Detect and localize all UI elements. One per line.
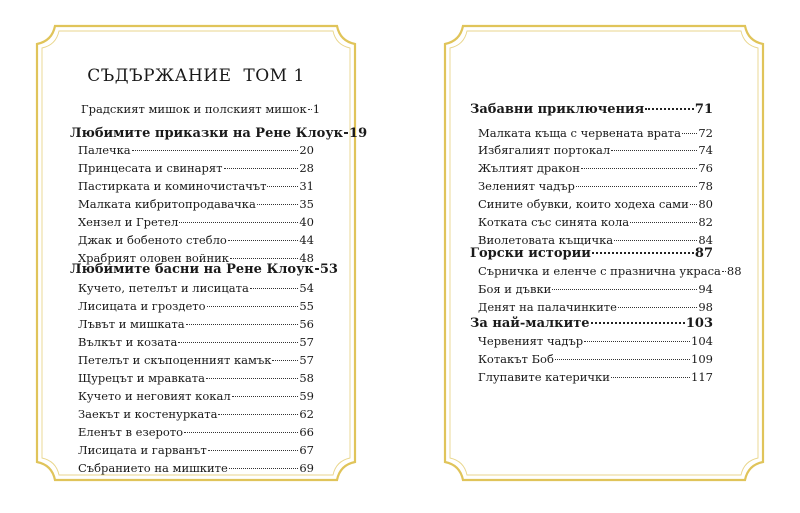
toc-page-number: 74: [698, 143, 713, 157]
toc-page-number: 20: [299, 143, 314, 157]
toc-page-number: 28: [299, 161, 314, 175]
toc-entry-title: Петелът и скъпоценният камък: [78, 353, 272, 367]
toc-page-number: 57: [299, 335, 314, 349]
toc-entry-title: Джак и бобеното стебло: [78, 233, 227, 247]
toc-entry-title: Любимите басни на Рене Клоук: [70, 262, 314, 277]
toc-entry-title: Лъвът и мишката: [78, 317, 185, 331]
dot-leader: [630, 222, 697, 223]
toc-page-number: 103: [685, 316, 713, 331]
toc-entry-title: Избягалият портокал: [478, 143, 611, 157]
dot-leader: [555, 359, 690, 360]
toc-entry: [478, 282, 713, 296]
toc-entry-title: Малката кибритопродавачка: [78, 197, 256, 211]
dot-leader: [308, 109, 312, 110]
toc-entry: [78, 371, 314, 385]
toc-entry: [78, 335, 314, 349]
toc-page-number: 104: [691, 334, 713, 348]
toc-page-number: 48: [299, 251, 314, 265]
toc-entry: [78, 143, 314, 157]
toc-entry-title: Пастирката и коминочистачът: [78, 179, 267, 193]
toc-section-heading: [470, 246, 713, 261]
toc-entry: [478, 233, 713, 247]
toc-page-number: 80: [698, 197, 713, 211]
toc-entry: [478, 370, 713, 384]
dot-leader: [218, 414, 298, 415]
dot-leader: [267, 186, 298, 187]
toc-section-heading: [70, 262, 338, 277]
dot-leader: [581, 168, 697, 169]
toc-section-heading: [470, 102, 713, 117]
toc-page-number: 109: [691, 352, 713, 366]
toc-entry: [478, 334, 713, 348]
toc-entry-title: Глупавите катерички: [478, 370, 610, 384]
dot-leader: [224, 168, 299, 169]
toc-entry-title: Лисицата и гроздето: [78, 299, 206, 313]
toc-entry: [478, 143, 713, 157]
toc-entry: [478, 264, 742, 278]
toc-entry: [78, 179, 314, 193]
dot-leader: [592, 252, 694, 254]
dot-leader: [722, 271, 726, 272]
toc-section-heading: [470, 316, 713, 331]
toc-page-number: 117: [691, 370, 713, 384]
toc-page-number: 69: [299, 461, 314, 475]
toc-entry-title: Хензел и Гретел: [78, 215, 179, 229]
toc-entry-title: Заекът и костенурката: [78, 407, 218, 421]
toc-entry-title: Котакът Боб: [478, 352, 554, 366]
toc-page-number: 71: [694, 102, 713, 117]
toc-entry: [78, 161, 314, 175]
dot-leader: [272, 360, 298, 361]
toc-entry: [78, 197, 314, 211]
dot-leader: [230, 258, 298, 259]
dot-leader: [132, 150, 299, 151]
toc-entry-title: Кучето, петелът и лисицата: [78, 281, 249, 295]
dot-leader: [232, 396, 299, 397]
toc-entry-title: Сърничка и еленче с празнична украса: [478, 264, 721, 278]
toc-entry-title: Еленът в езерото: [78, 425, 184, 439]
toc-entry: [78, 299, 314, 313]
dot-leader: [576, 186, 697, 187]
toc-page-number: 72: [698, 126, 713, 140]
toc-entry: [78, 353, 314, 367]
toc-entry: [478, 126, 713, 140]
toc-page-number: 53: [319, 262, 338, 277]
left-page: [33, 22, 368, 484]
dot-leader: [206, 378, 298, 379]
toc-entry: [78, 281, 314, 295]
toc-page-number: 66: [299, 425, 314, 439]
toc-page-number: 1: [312, 102, 321, 116]
toc-entry-title: Горски истории: [470, 246, 591, 261]
dot-leader: [207, 306, 299, 307]
toc-entry-title: Боя и дъвки: [478, 282, 552, 296]
toc-entry: [78, 233, 314, 247]
toc-entry-title: Кучето и неговият кокал: [78, 389, 231, 403]
toc-entry-title: Градският мишок и полският мишок: [81, 102, 307, 116]
toc-page-number: 58: [299, 371, 314, 385]
toc-entry-title: Виолетовата къщичка: [478, 233, 614, 247]
toc-page-number: 40: [299, 215, 314, 229]
toc-entry-title: Любимите приказки на Рене Клоук: [70, 126, 344, 141]
toc-entry-title: Щурецът и мравката: [78, 371, 206, 385]
toc-entry-title: Храбрият оловен войник: [78, 251, 229, 265]
toc-entry: [78, 461, 314, 475]
dot-leader: [611, 150, 697, 151]
dot-leader: [591, 322, 685, 324]
right-page: [441, 22, 767, 484]
toc-entry-title: Сините обувки, които ходеха сами: [478, 197, 689, 211]
toc-page-number: 76: [698, 161, 713, 175]
toc-page-number: 56: [299, 317, 314, 331]
toc-entry-title: Принцесата и свинарят: [78, 161, 223, 175]
dot-leader: [315, 268, 319, 270]
toc-entry-title: Лисицата и гарванът: [78, 443, 207, 457]
dot-leader: [250, 288, 299, 289]
toc-section-heading: [70, 126, 368, 141]
toc-entry: [478, 215, 713, 229]
toc-page-number: 98: [698, 300, 713, 314]
toc-page-number: 44: [299, 233, 314, 247]
toc-page-number: 94: [698, 282, 713, 296]
dot-leader: [179, 222, 298, 223]
toc-page-number: 54: [299, 281, 314, 295]
toc-entry: [78, 425, 314, 439]
dot-leader: [552, 289, 697, 290]
toc-entry-title: Денят на палачинките: [478, 300, 617, 314]
dot-leader: [645, 108, 694, 110]
toc-entry-title: Палечка: [78, 143, 131, 157]
toc-entry: [478, 179, 713, 193]
dot-leader: [344, 132, 348, 134]
dot-leader: [184, 432, 298, 433]
toc-entry: [78, 215, 314, 229]
dot-leader: [228, 240, 299, 241]
dot-leader: [178, 342, 298, 343]
toc-entry: [478, 161, 713, 175]
dot-leader: [208, 450, 299, 451]
toc-entry: [78, 407, 314, 421]
toc-entry-title: Събранието на мишките: [78, 461, 228, 475]
dot-leader: [186, 324, 299, 325]
toc-page-number: 62: [299, 407, 314, 421]
toc-entry-title: За най-малките: [470, 316, 590, 331]
toc-page-number: 84: [698, 233, 713, 247]
toc-title: СЪДЪРЖАНИЕ ТОМ 1: [87, 66, 305, 86]
toc-page-number: 78: [698, 179, 713, 193]
toc-page-number: 82: [698, 215, 713, 229]
toc-page-number: 57: [299, 353, 314, 367]
toc-entry: [478, 300, 713, 314]
toc-entry-title: Забавни приключения: [470, 102, 645, 117]
toc-entry-title: Зеленият чадър: [478, 179, 575, 193]
toc-entry-title: Малката къща с червената врата: [478, 126, 682, 140]
toc-page-number: 19: [349, 126, 368, 141]
toc-entry: [78, 317, 314, 331]
dot-leader: [614, 240, 697, 241]
dot-leader: [611, 377, 690, 378]
toc-page-number: 55: [299, 299, 314, 313]
dot-leader: [584, 341, 690, 342]
toc-page-number: 67: [299, 443, 314, 457]
toc-page-number: 35: [299, 197, 314, 211]
toc-page-number: 88: [726, 264, 742, 278]
dot-leader: [257, 204, 299, 205]
toc-page-number: 87: [694, 246, 713, 261]
toc-entry-title: Червеният чадър: [478, 334, 584, 348]
toc-entry: [81, 102, 321, 116]
toc-entry: [78, 443, 314, 457]
toc-entry: [78, 389, 314, 403]
dot-leader: [682, 133, 697, 134]
toc-entry-title: Котката със синята кола: [478, 215, 630, 229]
toc-entry: [478, 352, 713, 366]
toc-entry-title: Жълтият дракон: [478, 161, 580, 175]
toc-page-number: 59: [299, 389, 314, 403]
dot-leader: [618, 307, 697, 308]
dot-leader: [229, 468, 299, 469]
toc-entry: [478, 197, 713, 211]
dot-leader: [690, 204, 698, 205]
toc-entry-title: Вълкът и козата: [78, 335, 178, 349]
toc-page-number: 31: [299, 179, 314, 193]
